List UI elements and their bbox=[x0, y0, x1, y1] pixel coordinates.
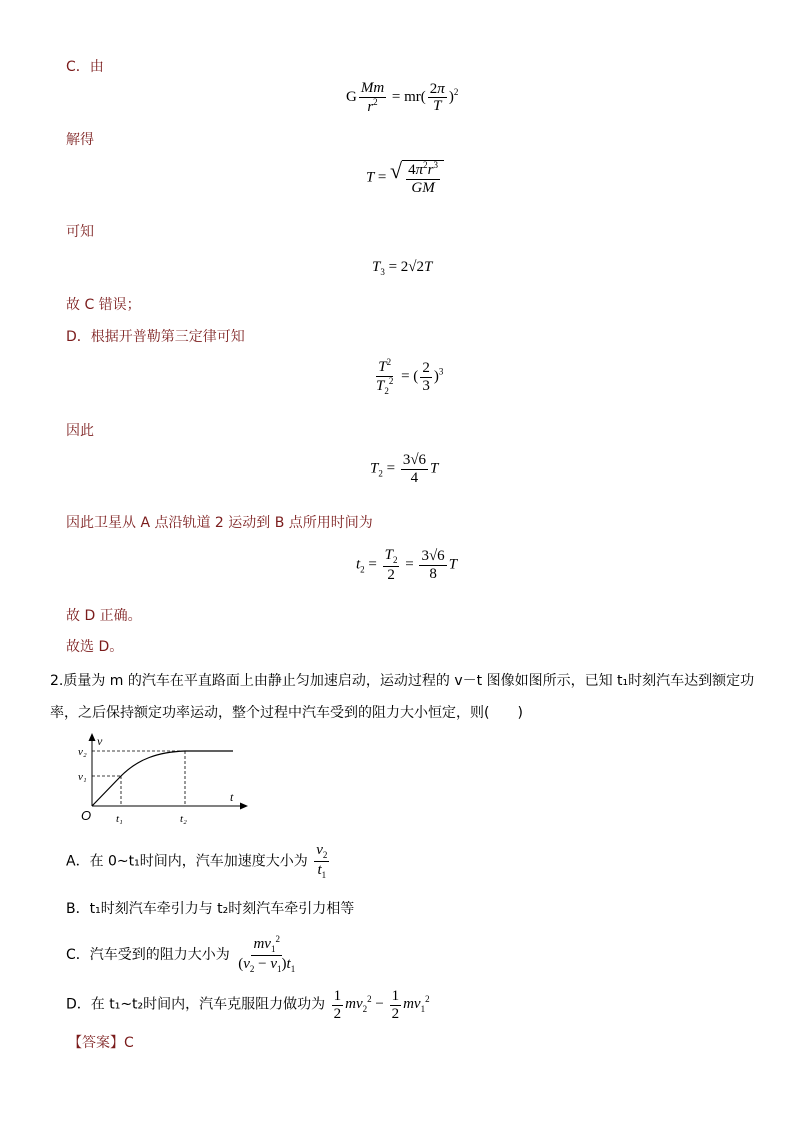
t2-time-equation: $t_2$ = $\frac{T_2}{2}$ = $\frac{3√6}{8}$ T bbox=[356, 547, 458, 583]
option-a-fraction: $\frac{v_2}{t_1}$ bbox=[316, 842, 328, 880]
option-c-intro: C．由 bbox=[66, 59, 104, 75]
origin-label: O bbox=[81, 808, 92, 823]
c-wrong-text: 故 C 错误； bbox=[66, 297, 141, 313]
option-a-text: A．在 0~t₁时间内，汽车加速度大小为 bbox=[66, 853, 308, 870]
answer bbox=[68, 1032, 134, 1052]
kepler-equation: $\frac{T^2}{T_2^2}$ = ( $\frac{2}{3}$ )$^3$ bbox=[376, 357, 444, 396]
satellite-time-text: 因此卫星从 A 点沿轨道 2 运动到 B 点所用时间为 bbox=[66, 515, 373, 531]
vt-graph bbox=[78, 732, 253, 828]
v1-label: v₁ bbox=[78, 771, 87, 783]
option-d[interactable] bbox=[66, 988, 430, 1022]
t2-label: t₂ bbox=[180, 813, 187, 825]
question-number: 2. bbox=[50, 673, 64, 689]
answer-value: C bbox=[124, 1035, 134, 1051]
vt-curve bbox=[92, 751, 233, 806]
option-a[interactable] bbox=[66, 842, 331, 881]
v-axis-label: v bbox=[97, 734, 103, 748]
know-label: 可知 bbox=[66, 224, 94, 240]
choose-text: 故选 D。 bbox=[66, 639, 124, 655]
option-c[interactable] bbox=[66, 935, 299, 975]
v-axis-arrow bbox=[89, 733, 96, 741]
v2-label: v₂ bbox=[78, 746, 87, 758]
option-b[interactable]: B．t₁时刻汽车牵引力与 t₂时刻汽车牵引力相等 bbox=[66, 901, 355, 917]
t3-equation: $T_3 = 2√2T$ bbox=[372, 259, 433, 277]
option-d-text: D．在 t₁~t₂时间内，汽车克服阻力做功为 bbox=[66, 996, 326, 1013]
question-line-1 bbox=[50, 670, 754, 690]
option-c-fraction: $\frac{mv_1^2}{(v_2 - v_1)t_1}$ bbox=[238, 934, 296, 974]
option-d-expression: $\frac{1}{2}$ $mv_2^2$ − $\frac{1}{2}$ $mv_1^2$ bbox=[333, 988, 430, 1022]
therefore-label: 因此 bbox=[66, 423, 94, 439]
gravity-equation: G $\frac{Mm}{r^2}$ = mr( $\frac{2\pi}{T}$ )$^2$ bbox=[346, 80, 459, 115]
option-d-intro: D．根据开普勒第三定律可知 bbox=[66, 329, 245, 345]
t-axis-arrow bbox=[240, 803, 248, 810]
answer-label: 【答案】 bbox=[68, 1035, 124, 1051]
t1-label: t₁ bbox=[116, 813, 123, 825]
t-axis-label: t bbox=[230, 790, 234, 804]
solve-label: 解得 bbox=[66, 132, 94, 148]
question-text-2: 率，之后保持额定功率运动，整个过程中汽车受到的阻力大小恒定，则( ) bbox=[50, 705, 523, 721]
question-text-1: 质量为 m 的汽车在平直路面上由静止匀加速启动，运动过程的 v－t 图像如图所示，已知 t₁时刻汽车达到额定功 bbox=[63, 673, 755, 689]
option-c-text: C．汽车受到的阻力大小为 bbox=[66, 946, 230, 963]
d-right-text: 故 D 正确。 bbox=[66, 608, 142, 624]
t2-equation: $T_2$ = $\frac{3√6}{4}$ T bbox=[370, 452, 439, 486]
period-equation: T = √ $\frac{4\pi^2r^3}{GM}$ bbox=[366, 160, 444, 196]
